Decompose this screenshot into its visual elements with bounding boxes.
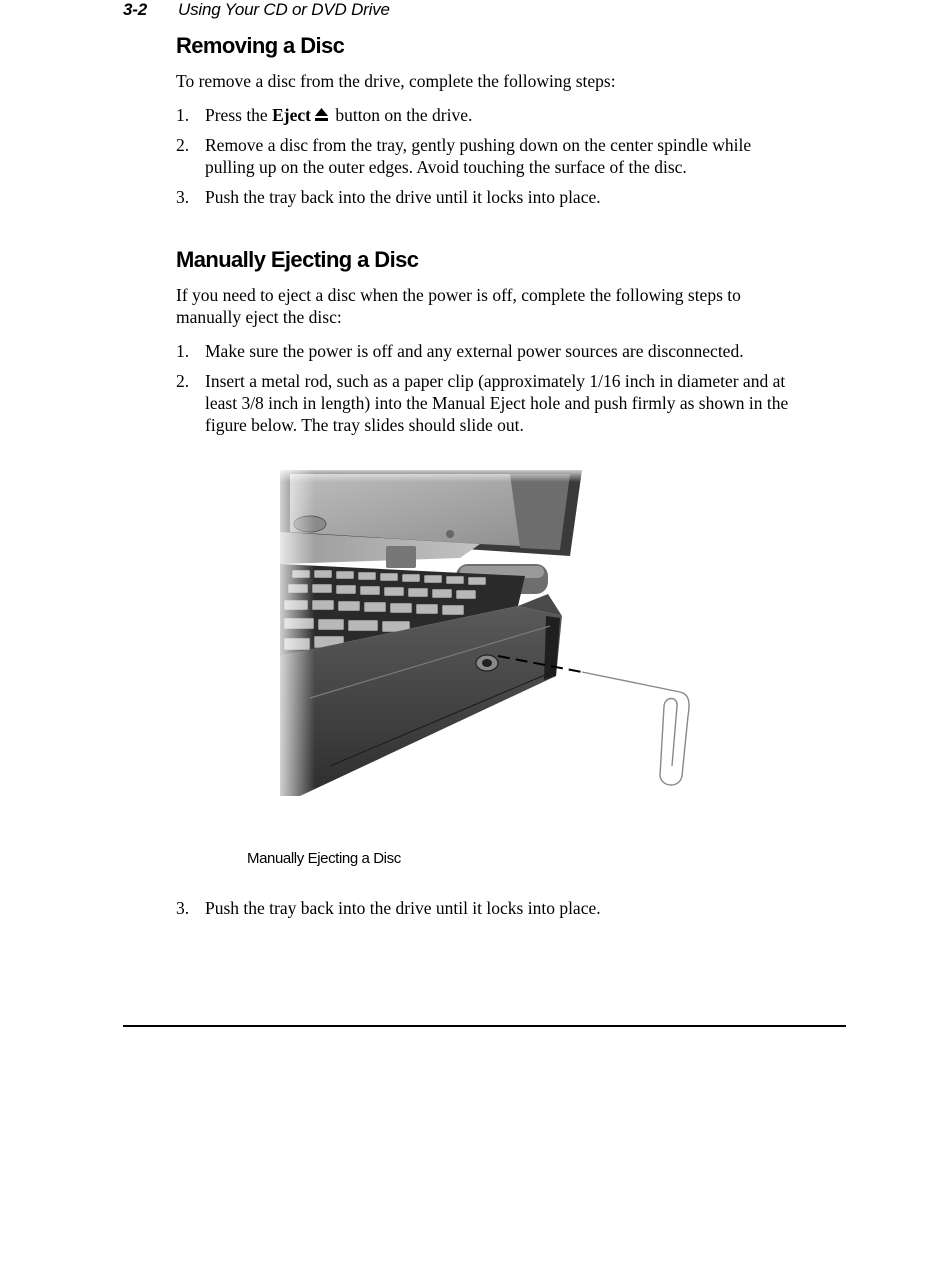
laptop-paperclip-illustration xyxy=(270,466,700,806)
section-intro-manual: If you need to eject a disc when the power is off, complete the following steps to manually eject the disc: xyxy=(176,285,741,327)
step-number: 2. xyxy=(176,135,190,155)
step-number: 1. xyxy=(176,105,190,125)
section-intro-removing: To remove a disc from the drive, complete the following steps: xyxy=(176,71,616,91)
step-text: Remove a disc from the tray, gently pushing down on the center spindle while pulling up on the outer edges. Avoid touching the surface of the disc. xyxy=(205,135,752,177)
step-number: 1. xyxy=(176,341,190,361)
footer-rule xyxy=(123,1025,846,1027)
eject-icon xyxy=(314,105,329,127)
step-text: Push the tray back into the drive until it locks into place. xyxy=(205,187,601,207)
eject-label: Eject xyxy=(272,105,311,125)
figure-caption: Manually Ejecting a Disc xyxy=(247,850,401,867)
section-heading-manual: Manually Ejecting a Disc xyxy=(176,247,419,272)
running-header xyxy=(123,0,390,20)
step-text: Insert a metal rod, such as a paper clip (approximately 1/16 inch in diameter and at least 3/8 inch in length) into the Manual Eject hole and push firmly as shown in the figure below. The tray slides should slide out. xyxy=(205,371,789,435)
step-text: Make sure the power is off and any external power sources are disconnected. xyxy=(205,341,744,361)
page-number: 3-2 xyxy=(123,0,147,19)
chapter-title: Using Your CD or DVD Drive xyxy=(178,0,390,19)
step-text-pre: Press the xyxy=(205,105,273,125)
step-text: Push the tray back into the drive until it locks into place. xyxy=(205,898,601,918)
step-number: 3. xyxy=(176,898,190,918)
step-number: 2. xyxy=(176,371,190,391)
step-text-post: button on the drive. xyxy=(330,105,473,125)
section-heading-removing: Removing a Disc xyxy=(176,33,345,58)
step-text xyxy=(205,104,805,127)
step-number: 3. xyxy=(176,187,190,207)
